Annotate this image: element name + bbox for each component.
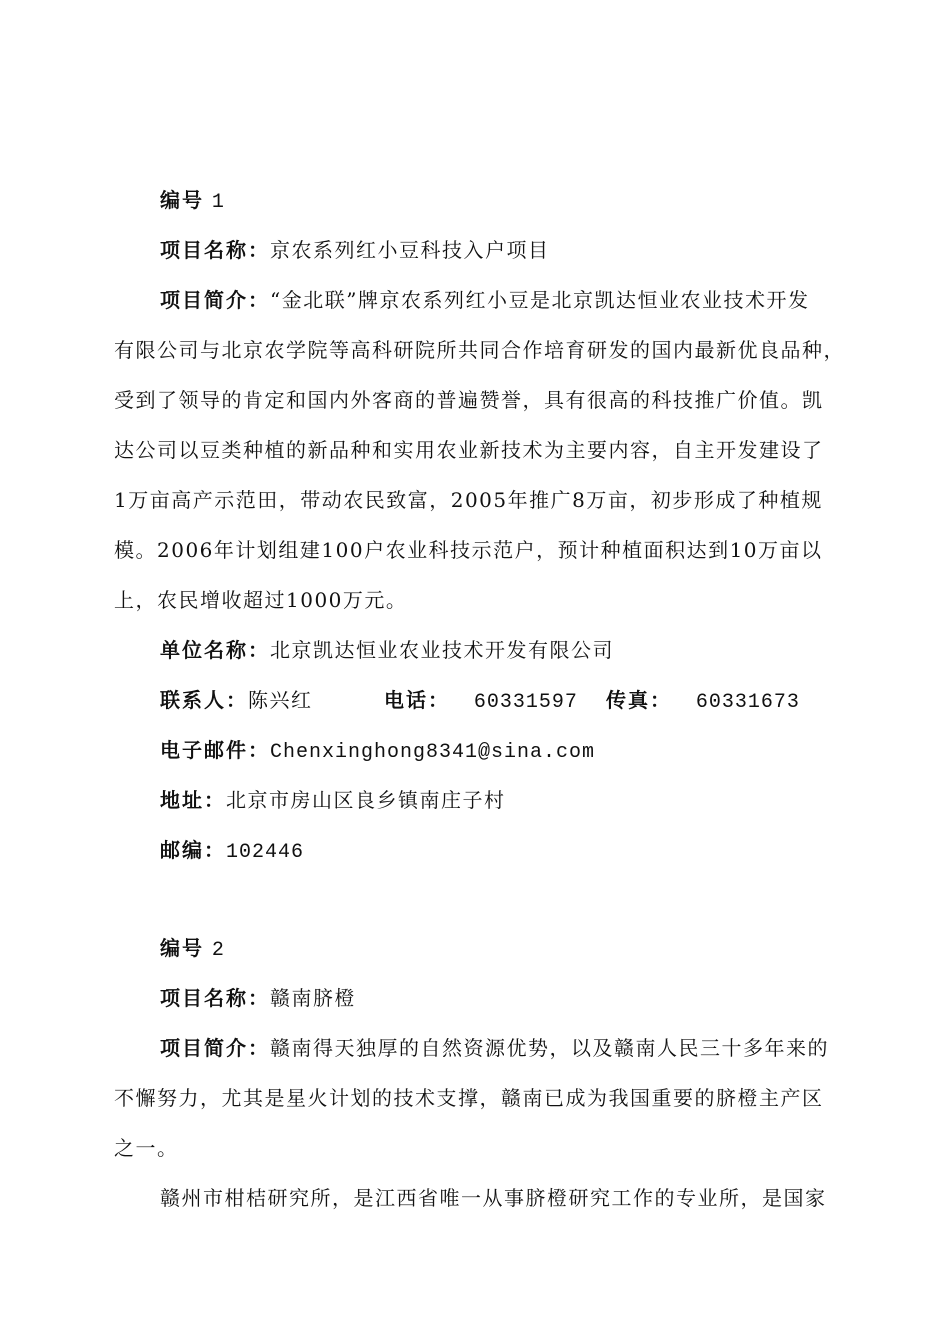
email-row (160, 736, 595, 767)
email-label: 电子邮件： (160, 738, 270, 762)
project-intro-first-line (160, 286, 809, 314)
intro-text-line: 上，农民增收超过1000万元。 (114, 588, 408, 612)
postcode-value: 102446 (226, 841, 305, 864)
paragraph-line: 赣州市柑桔研究所，是江西省唯一从事脐橙研究工作的专业所，是国家 (160, 1186, 827, 1210)
entry-number-heading (160, 934, 225, 965)
phone (384, 686, 578, 717)
unit-name-row (160, 636, 614, 664)
project-name-row (160, 984, 356, 1012)
number-label: 编号 (160, 936, 204, 960)
fax (606, 686, 800, 717)
number-value: 1 (211, 191, 225, 214)
entry-number-heading (160, 186, 225, 217)
intro-text-line: 达公司以豆类种植的新品种和实用农业新技术为主要内容，自主开发建设了 (114, 438, 824, 462)
project-name-label: 项目名称： (160, 238, 270, 262)
phone-label: 电话： (384, 688, 450, 712)
number-value: 2 (211, 939, 225, 962)
intro-text-line: 之一。 (114, 1136, 179, 1160)
intro-text-line: “金北联”牌京农系列红小豆是北京凯达恒业农业技术开发 (270, 288, 810, 312)
fax-value: 60331673 (695, 691, 800, 714)
project-intro-first-line (160, 1034, 829, 1062)
project-name-row (160, 236, 550, 264)
contact-label: 联系人： (160, 688, 248, 712)
project-intro-label: 项目简介： (160, 1036, 270, 1060)
contact-person (160, 686, 313, 714)
address-row (160, 786, 506, 814)
intro-text-line: 模。2006年计划组建100户农业科技示范户，预计种植面积达到10万亩以 (114, 538, 823, 562)
number-label: 编号 (160, 188, 204, 212)
fax-label: 传真： (606, 688, 672, 712)
project-intro-label: 项目简介： (160, 288, 270, 312)
intro-text-line: 1万亩高产示范田，带动农民致富，2005年推广8万亩，初步形成了种植规 (114, 488, 823, 512)
address-value: 北京市房山区良乡镇南庄子村 (226, 788, 506, 812)
intro-text-line: 受到了领导的肯定和国内外客商的普遍赞誉，具有很高的科技推广价值。凯 (114, 388, 824, 412)
contact-row (160, 686, 860, 714)
address-label: 地址： (160, 788, 226, 812)
unit-name-value: 北京凯达恒业农业技术开发有限公司 (270, 638, 614, 662)
postcode-label: 邮编： (160, 838, 226, 862)
postcode-row (160, 836, 304, 867)
email-value: Chenxinghong8341@sina.com (270, 741, 596, 764)
project-name-label: 项目名称： (160, 986, 270, 1010)
project-name-value: 赣南脐橙 (270, 986, 356, 1010)
intro-text-line: 不懈努力，尤其是星火计划的技术支撑，赣南已成为我国重要的脐橙主产区 (114, 1086, 824, 1110)
unit-name-label: 单位名称： (160, 638, 270, 662)
contact-value: 陈兴红 (248, 688, 313, 712)
intro-text-line: 有限公司与北京农学院等高科研院所共同合作培育研发的国内最新优良品种， (114, 338, 845, 362)
phone-value: 60331597 (473, 691, 578, 714)
project-name-value: 京农系列红小豆科技入户项目 (270, 238, 550, 262)
intro-text-line: 赣南得天独厚的自然资源优势，以及赣南人民三十多年来的 (270, 1036, 829, 1060)
